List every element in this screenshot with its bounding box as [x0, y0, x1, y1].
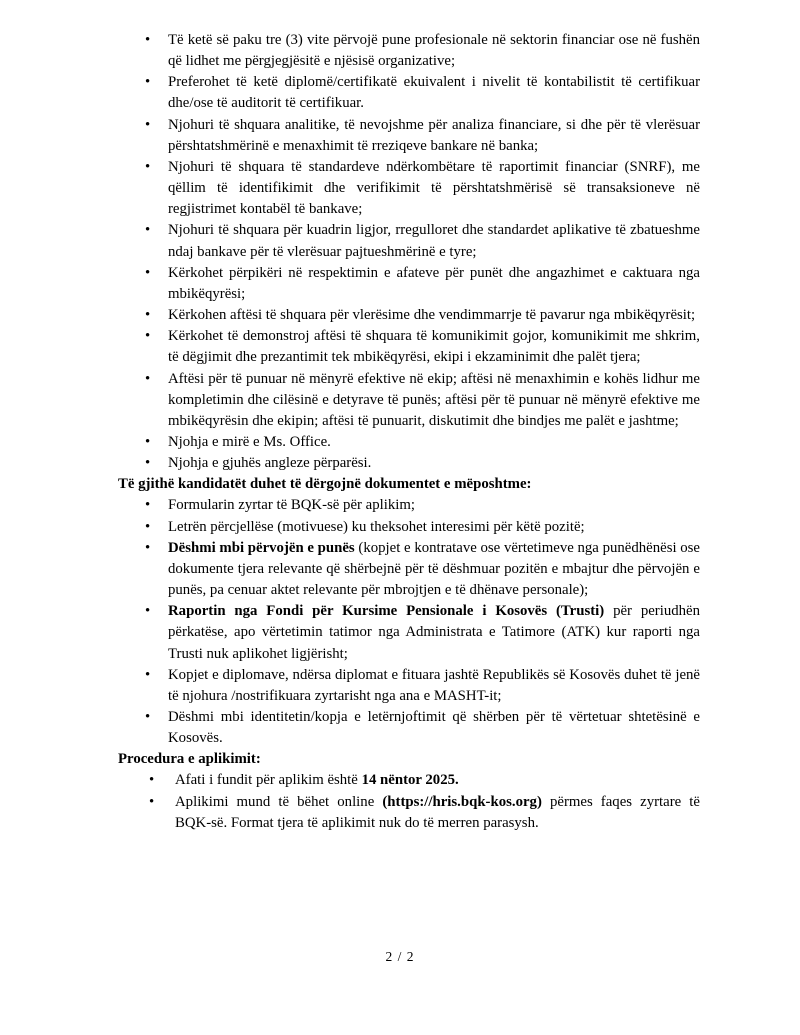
list-item [118, 707, 700, 749]
application-url: (https://hris.bqk-kos.org) [382, 793, 542, 810]
item-text: Formularin zyrtar të BQK-së për aplikim; [168, 497, 415, 514]
list-item [118, 665, 700, 707]
item-text: Afati i fundit për aplikim është [175, 772, 362, 789]
requirements-list [118, 30, 700, 474]
list-item: • Kërkohen aftësi të shquara për vlerësime dhe vendimmarrje të pavarur nga mbikëqyrësit; [118, 305, 700, 326]
list-item: • Të ketë së paku tre (3) vite përvojë pune profesionale në sektorin financiar ose në fushën që lidhet me përgjegjësitë e njësisë organizative; [118, 30, 700, 72]
documents-heading: Të gjithë kandidatët duhet të dërgojnë dokumentet e mëposhtme: [118, 476, 532, 493]
procedure-list [118, 770, 700, 833]
list-item: • Njohja e mirë e Ms. Office. [118, 432, 700, 453]
item-text: për periudhën përkatëse, apo vërtetimin tatimor nga Administrata e Tatimore (ATK) kur raporti nga Trusti nuk aplikohet ligjërisht; [168, 603, 700, 662]
list-item: • Njohuri të shquara të standardeve ndërkombëtare të raportimit financiar (SNRF), me qëllim të identifikimit dhe verifikimit të përshtatshmërisë së transaksioneve në regjistrimet kontabël të bankave; [118, 157, 700, 220]
item-bold-lead: Dëshmi mbi përvojën e punës [168, 539, 355, 556]
item-text: (kopjet e kontratave ose vërtetimeve nga punëdhënësi ose dokumente tjera relevante që shërbejnë për të dëshmuar pozitën e mbajtur dhe përvojën e punës, pa cenuar aktet relevante për mbrojtjen e të dhënave personale); [168, 539, 701, 599]
document-content [118, 30, 700, 834]
item-text: Kopjet e diplomave, ndërsa diplomat e fituara jashtë Republikës së Kosovës duhet të jenë të njohura /nostrifikuara zyrtarisht nga ana e MASHT-it; [168, 666, 700, 704]
item-text: Aplikimi mund të bëhet online [175, 793, 383, 810]
item-text: Dëshmi mbi identitetin/kopja e letërnjoftimit që shërben për të vërtetuar shtetësinë e Kosovës. [168, 709, 700, 747]
list-item: • Aftësi për të punuar në mënyrë efektive në ekip; aftësi në menaxhimin e kohës lidhur me kompletimin dhe cilësinë e detyrave të punës; aftësi për të punuar në mënyrë efektive me mbikëqyrësin dhe ekipin; aftësi të punuarit, diskutimit dhe bindjes me palët e jashtme; [118, 369, 700, 432]
list-item [118, 495, 700, 516]
list-item: • Kërkohet përpikëri në respektimin e afateve për punët dhe angazhimet e caktuara nga mbikëqyrësi; [118, 263, 700, 305]
page-number: 2 / 2 [385, 949, 415, 964]
list-item [118, 601, 700, 664]
item-bold-lead: Raportin nga Fondi për Kursime Pensionale i Kosovës (Trusti) [168, 603, 605, 620]
list-item [118, 517, 700, 538]
list-item [118, 538, 700, 601]
deadline-date: 14 nëntor 2025. [361, 772, 459, 789]
list-item [118, 770, 700, 791]
list-item: • Njohuri të shquara për kuadrin ligjor, rregulloret dhe standardet aplikative të zbatueshme ndaj bankave për të vlerësuar pajtueshmërinë e tyre; [118, 220, 700, 262]
item-text: përmes faqes zyrtare të BQK-së. Format tjera të aplikimit nuk do të merren parasysh. [175, 793, 700, 831]
documents-list [118, 495, 700, 749]
list-item: • Kërkohet të demonstroj aftësi të shquara të komunikimit gojor, komunikimit me shkrim, të dëgjimit dhe prezantimit tek mbikëqyrësi, ekipi i ekzaminimit dhe palët tjera; [118, 326, 700, 368]
list-item: • Preferohet të ketë diplomë/certifikatë ekuivalent i nivelit të kontabilistit të certifikuar dhe/ose të auditorit të certifikuar. [118, 72, 700, 114]
list-item: • Njohja e gjuhës angleze përparësi. [118, 453, 700, 474]
procedure-heading: Procedura e aplikimit: [118, 751, 261, 768]
list-item: • Njohuri të shquara analitike, të nevojshme për analiza financiare, si dhe për të vlerësuar përshtatshmërinë e menaxhimit të rreziqeve bankare në banka; [118, 115, 700, 157]
list-item [118, 792, 700, 834]
item-text: Letrën përcjellëse (motivuese) ku theksohet interesimi për këtë pozitë; [168, 518, 585, 535]
